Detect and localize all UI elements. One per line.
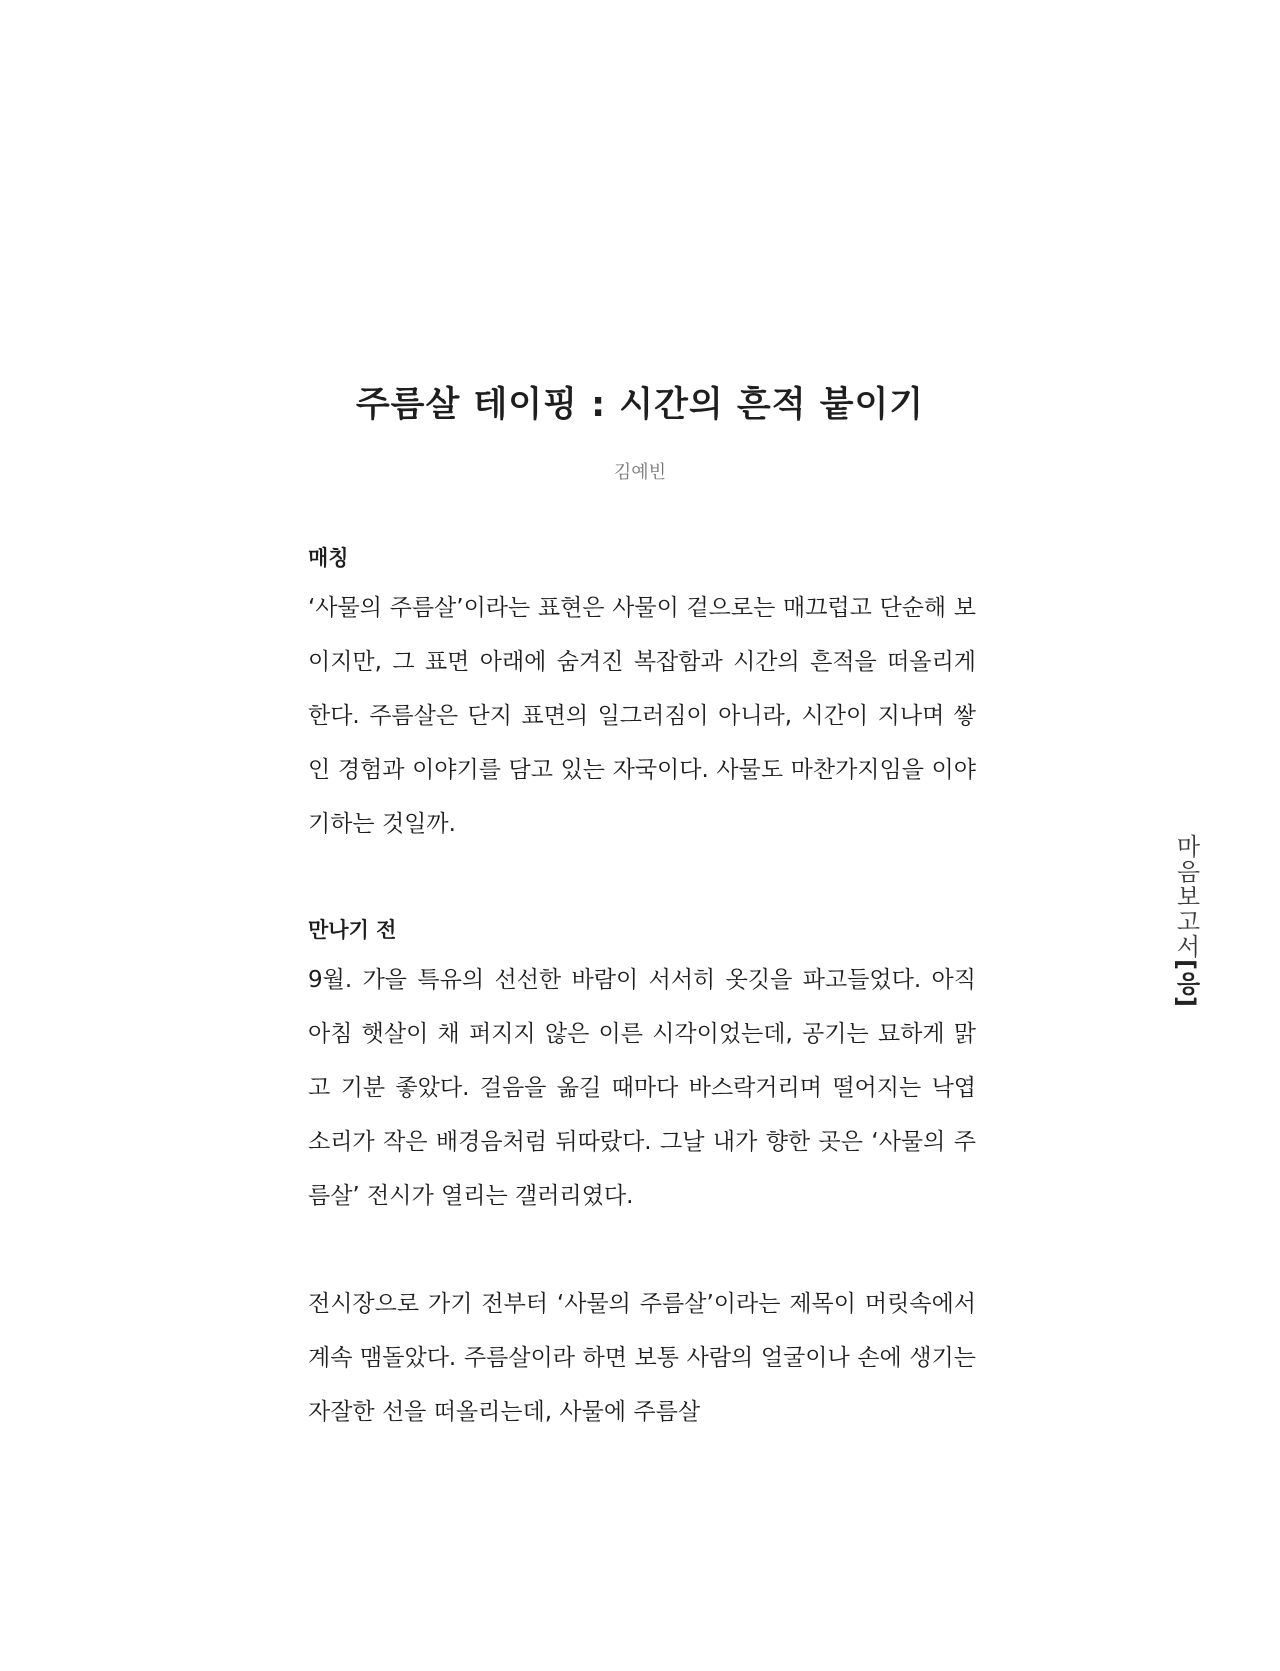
paragraph: 9월. 가을 특유의 선선한 바람이 서서히 옷깃을 파고들었다. 아직 아침 햇살이 채 퍼지지 않은 이른 시각이었는데, 공기는 묘하게 맑고 기분 좋았다. 걸음을 옮길 때마다 바스락거리며 떨어지는 낙엽 소리가 작은 배경음처럼 뒤따랐다. 그날 내가 향한 곳은 ‘사물의 주름살’ 전시가 열리는 갤러리였다.: [308, 967, 976, 1209]
side-label-text: 마음보고서: [1172, 834, 1200, 959]
section-before-meeting: [308, 915, 976, 1439]
section-heading: 만나기 전: [308, 918, 397, 942]
section-matching: [308, 543, 976, 851]
article-title: 주름살 테이핑 : 시간의 흔적 붙이기: [355, 385, 925, 425]
article-body: [308, 543, 976, 1439]
side-label: [1172, 834, 1200, 1008]
paragraph: ‘사물의 주름살’이라는 표현은 사물이 겉으로는 매끄럽고 단순해 보이지만, 그 표면 아래에 숨겨진 복잡함과 시간의 흔적을 떠올리게 한다. 주름살은 단지 표면의 일그러짐이 아니라, 시간이 지나며 쌓인 경험과 이야기를 담고 있는 자국이다. 사물도 마찬가지임을 이야기하는 것일까.: [308, 595, 976, 837]
section-heading: 매칭: [308, 546, 349, 570]
side-label-mark: [응]: [1172, 959, 1200, 1008]
author-name: 김예빈: [613, 462, 667, 483]
paragraph: 전시장으로 가기 전부터 ‘사물의 주름살’이라는 제목이 머릿속에서 계속 맴돌았다. 주름살이라 하면 보통 사람의 얼굴이나 손에 생기는 자잘한 선을 떠올리는데, 사물에 주름살: [308, 1291, 976, 1425]
